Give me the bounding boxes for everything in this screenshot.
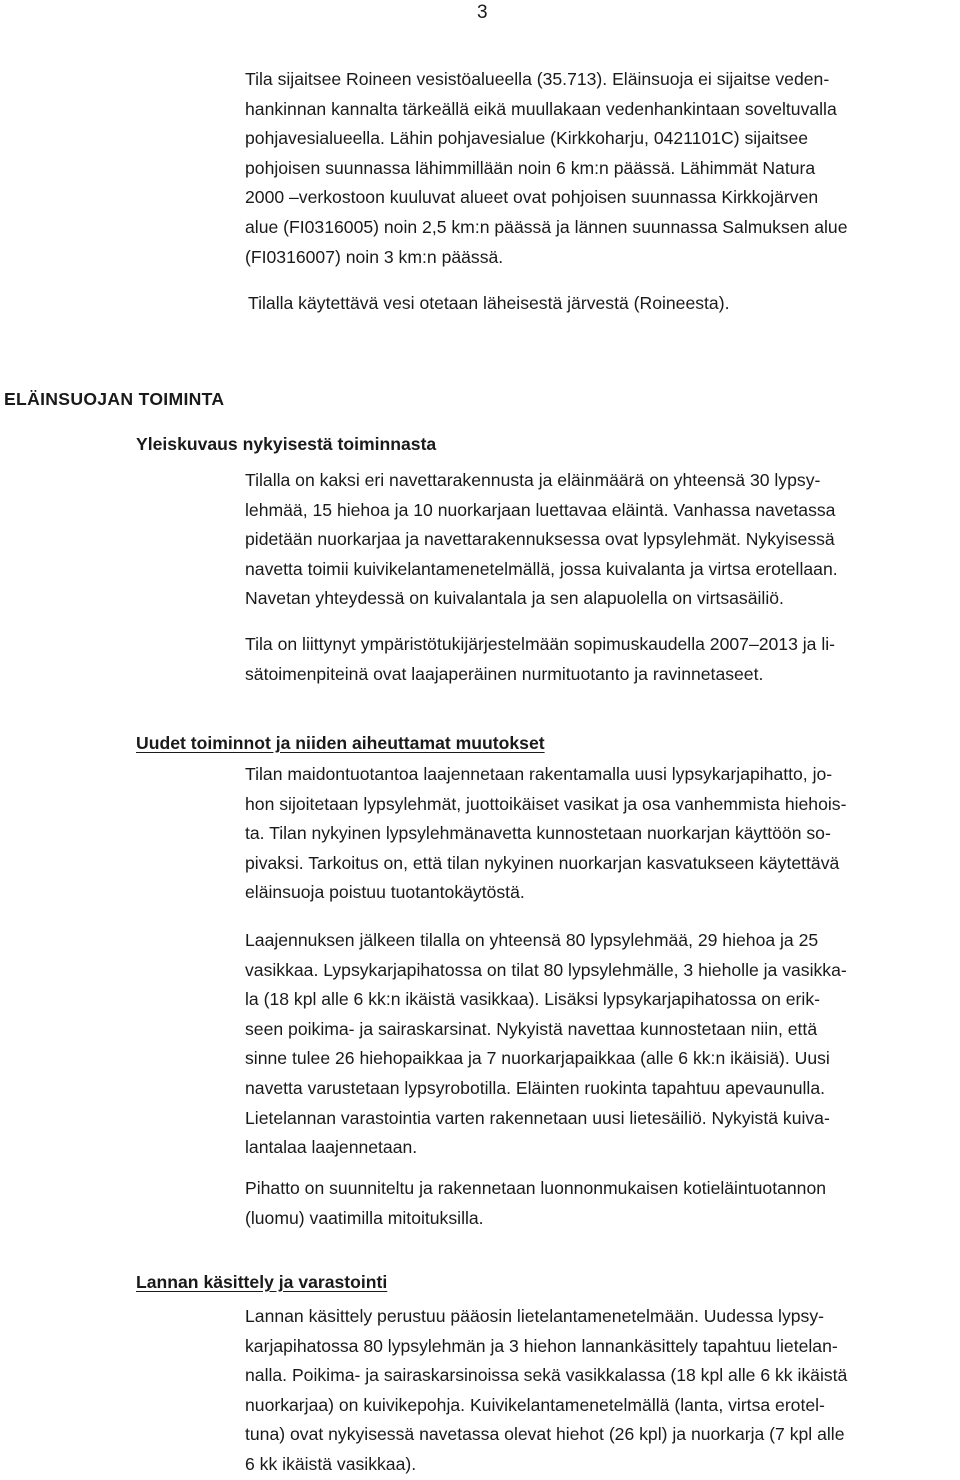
paragraph-line: lehmää, 15 hiehoa ja 10 nuorkarjaan luettavaa eläintä. Vanhassa navetassa: [245, 499, 836, 520]
paragraph-line: Tila on liittynyt ympäristötukijärjestelmään sopimuskaudella 2007–2013 ja li-: [245, 634, 836, 654]
main-heading: ELÄINSUOJAN TOIMINTA: [4, 389, 225, 409]
paragraph-line: Tilalla on kaksi eri navettarakennusta ja eläinmäärä on yhteensä 30 lypsy-: [245, 470, 821, 490]
paragraph-line: karjapihatossa 80 lypsylehmän ja 3 hiehon lannankäsittely tapahtuu lietelan-: [245, 1335, 838, 1356]
paragraph-line: lantalaa laajennetaan.: [245, 1137, 418, 1158]
paragraph-line: eläinsuoja poistuu tuotantokäytöstä.: [245, 882, 525, 903]
paragraph-line: nuorkarjaa) on kuivikepohja. Kuivikelantamenetelmällä (lanta, virtsa erotel-: [245, 1394, 825, 1415]
paragraph-line: Lannan käsittely perustuu pääosin lietelantamenetelmään. Uudessa lypsy-: [245, 1306, 824, 1326]
section-heading-current-operations: Yleiskuvaus nykyisestä toiminnasta: [136, 434, 437, 454]
paragraph-line: (FI0316007) noin 3 km:n päässä.: [245, 246, 504, 267]
section-heading-manure-handling: Lannan käsittely ja varastointi: [136, 1272, 388, 1292]
page-number: 3: [477, 2, 488, 23]
paragraph-line: nalla. Poikima- ja sairaskarsinoissa sekä vasikkalassa (18 kpl alle 6 kk ikäistä: [245, 1365, 848, 1386]
manure-handling-paragraph-1: [245, 1302, 847, 1480]
new-operations-paragraph-2: [245, 926, 847, 1163]
new-operations-paragraph-3: [245, 1174, 826, 1233]
paragraph-line: (luomu) vaatimilla mitoituksilla.: [245, 1207, 484, 1228]
intro-paragraph-1: [245, 65, 848, 272]
current-operations-paragraph-2: [245, 630, 835, 689]
paragraph-line: Tila sijaitsee Roineen vesistöalueella (35.713). Eläinsuoja ei sijaitse veden-: [245, 69, 830, 89]
paragraph-line: sinne tulee 26 hiehopaikkaa ja 7 nuorkarjapaikkaa (alle 6 kk:n ikäisiä). Uusi: [245, 1048, 830, 1069]
paragraph-line: alue (FI0316005) noin 2,5 km:n päässä ja lännen suunnassa Salmuksen alue: [245, 216, 848, 237]
paragraph-line: ta. Tilan nykyinen lypsylehmänavetta kunnostetaan nuorkarjan käyttöön so-: [245, 823, 831, 844]
paragraph-line: pohjavesialueella. Lähin pohjavesialue (Kirkkoharju, 0421101C) sijaitsee: [245, 128, 809, 149]
section-heading-new-operations: Uudet toiminnot ja niiden aiheuttamat muutokset: [136, 733, 545, 753]
current-operations-paragraph-1: [245, 466, 838, 614]
paragraph-line: Laajennuksen jälkeen tilalla on yhteensä 80 lypsylehmää, 29 hiehoa ja 25: [245, 930, 819, 950]
paragraph-line: pivaksi. Tarkoitus on, että tilan nykyinen nuorkarjan kasvatukseen käytettävä: [245, 852, 840, 873]
new-operations-paragraph-1: [245, 760, 846, 908]
paragraph-line: seen poikima- ja sairaskarsinat. Nykyistä navettaa kunnostetaan niin, että: [245, 1018, 818, 1039]
paragraph-line: 6 kk ikäistä vasikkaa).: [245, 1453, 417, 1474]
paragraph-line: navetta varustetaan lypsyrobotilla. Eläinten ruokinta tapahtuu apevaunulla.: [245, 1077, 826, 1098]
paragraph-line: navetta toimii kuivikelantamenetelmällä, jossa kuivalanta ja virtsa erotellaan.: [245, 558, 838, 579]
paragraph-line: 2000 –verkostoon kuuluvat alueet ovat pohjoisen suunnassa Kirkkojärven: [245, 187, 819, 208]
intro-paragraph-2: [248, 289, 729, 319]
paragraph-line: Lietelannan varastointia varten rakennetaan uusi lietesäiliö. Nykyistä kuiva-: [245, 1107, 830, 1128]
paragraph-line: vasikkaa. Lypsykarjapihatossa on tilat 80 lypsylehmälle, 3 hieholle ja vasikka-: [245, 959, 847, 980]
paragraph-line: Navetan yhteydessä on kuivalantala ja sen alapuolella on virtsasäiliö.: [245, 588, 784, 609]
paragraph-line: tuna) ovat nykyisessä navetassa olevat hiehot (26 kpl) ja nuorkarja (7 kpl alle: [245, 1424, 845, 1445]
paragraph-line: Pihatto on suunniteltu ja rakennetaan luonnonmukaisen kotieläintuotannon: [245, 1178, 827, 1198]
paragraph-line: hankinnan kannalta tärkeällä eikä muullakaan vedenhankintaan soveltuvalla: [245, 98, 837, 119]
paragraph-line: sätoimenpiteinä ovat laajaperäinen nurmituotanto ja ravinnetaseet.: [245, 663, 764, 684]
paragraph-line: la (18 kpl alle 6 kk:n ikäistä vasikkaa). Lisäksi lypsykarjapihatossa on erik-: [245, 989, 820, 1010]
paragraph-line: pidetään nuorkarjaa ja navettarakennuksessa ovat lypsylehmät. Nykyisessä: [245, 529, 835, 550]
paragraph-line: pohjoisen suunnassa lähimmillään noin 6 km:n päässä. Lähimmät Natura: [245, 157, 816, 178]
paragraph-line: Tilan maidontuotantoa laajennetaan rakentamalla uusi lypsykarjapihatto, jo-: [245, 764, 833, 784]
paragraph-line: Tilalla käytettävä vesi otetaan läheisestä järvestä (Roineesta).: [248, 293, 730, 313]
paragraph-line: hon sijoitetaan lypsylehmät, juottoikäiset vasikat ja osa vanhemmista hiehois-: [245, 793, 847, 814]
